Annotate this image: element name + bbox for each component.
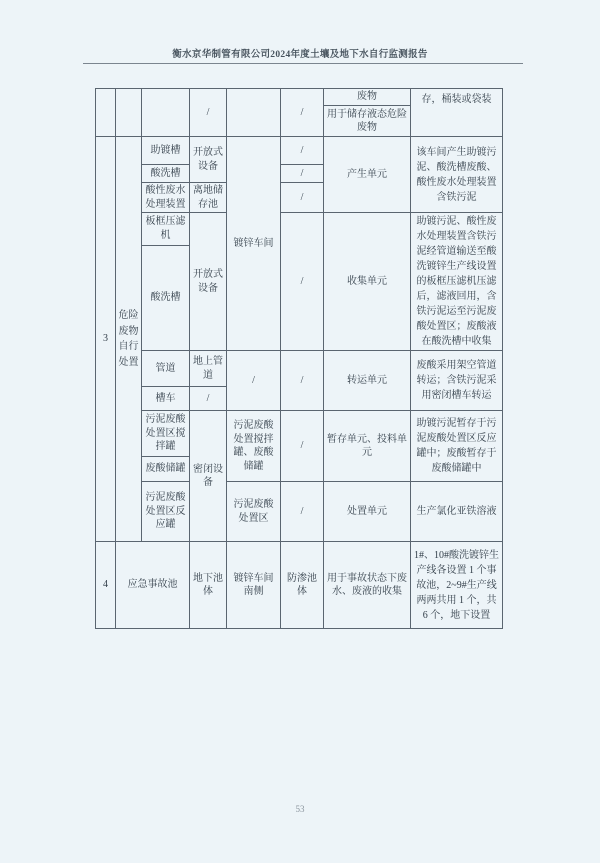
type-cell: 开放式设备 [190,137,227,183]
cont-purpose-cell: 用于储存液态危险废物 [324,106,411,137]
facility-cell: 槽车 [142,387,190,411]
seepage-cell: / [281,482,324,542]
type-cell: 地下池体 [190,542,227,629]
function-cell: 转运单元 [324,351,411,411]
table-row [96,411,503,457]
facility-cell: 废酸储罐 [142,457,190,482]
facility-cell: 酸性废水处理装置 [142,183,190,213]
function-cell: 用于事故状态下废水、废液的收集 [324,542,411,629]
section4-index-cell: 4 [96,542,116,629]
location-cell [227,482,281,542]
function-cell: 处置单元 [324,482,411,542]
table-row [96,482,503,542]
type-cell: 离地储存池 [190,183,227,213]
location-cell [227,542,281,629]
cont-index-cell [96,89,116,137]
type-cell: 地上管道 [190,351,227,387]
seepage-cell: / [281,213,324,351]
cont-category-cell [116,89,142,137]
facility-cell: 酸洗槽 [142,245,190,350]
table-row [96,137,503,165]
facility-cell: 助镀槽 [142,137,190,165]
table-row [96,89,503,106]
type-cell: / [190,387,227,411]
type-cell: 开放式设备 [190,213,227,351]
remark-cell: 废酸采用架空管道转运；含铁污泥采用密闭槽车转运 [411,351,503,411]
report-header-title: 衡水京华制管有限公司2024年度土壤及地下水自行监测报告 [172,50,428,60]
section3-index-cell: 3 [96,137,116,542]
seepage-cell: / [281,411,324,482]
seepage-cell: / [281,137,324,165]
seepage-cell: / [281,183,324,213]
type-cell: 密闭设备 [190,411,227,542]
facility-cell: 污泥废酸处置区搅拌罐 [142,411,190,457]
cont-seepage-cell: / [281,89,324,137]
remark-cell: 助镀污泥、酸性废水处理装置含铁污泥经管道输送至酸洗镀锌生产线设置的板框压滤机压滤后，滤液回用，含铁污泥运至污泥废酸处置区；废酸液在酸洗槽中收集 [411,213,503,351]
remark-cell: 助镀污泥暂存于污泥废酸处置区反应罐中；废酸暂存于废酸储罐中 [411,411,503,482]
cont-location-cell [227,89,281,137]
remark-cell: 该车间产生助镀污泥、酸洗槽废酸、酸性废水处理装置含铁污泥 [411,137,503,213]
function-cell: 产生单元 [324,137,411,213]
seepage-cell: 防渗池体 [281,542,324,629]
cont-function-label-cell: 废物 [324,89,411,106]
location-label: 镀锌车间 [233,237,274,249]
function-cell: 收集单元 [324,213,411,351]
facility-cell: 酸洗槽 [142,165,190,183]
facility-cell: 污泥废酸处置区反应罐 [142,482,190,542]
location-cell: / [227,351,281,411]
section3-category-label: 危险废物自行处置 [118,310,139,368]
remark-cell: 生产氯化亚铁溶液 [411,482,503,542]
monitoring-facilities-table [95,88,503,629]
table-row [96,213,503,246]
cont-facility-cell [142,89,190,137]
location-cell [227,411,281,482]
page-number: 53 [295,804,305,814]
section3-category-cell [116,137,142,542]
remark-cell: 1#、10#酸洗镀锌生产线各设置 1 个事故池，2~9#生产线两两共用 1 个，共 6 个，地下设置 [411,542,503,629]
facility-cell: 板框压滤机 [142,213,190,246]
facility-cell: 管道 [142,351,190,387]
table-row [96,351,503,387]
header-divider-line [83,63,523,64]
section4-name-cell: 应急事故池 [116,542,190,629]
cont-remark-cell: 存，桶装或袋装 [411,89,503,137]
cont-type-cell: / [190,89,227,137]
location-label: 污泥废酸处置区 [233,499,274,524]
location-label: 污泥废酸处置搅拌罐、废酸储罐 [233,420,274,472]
seepage-cell: / [281,165,324,183]
location-label: 镀锌车间南侧 [233,572,274,597]
location-cell [227,137,281,351]
table-row [96,542,503,629]
seepage-cell: / [281,351,324,411]
function-cell: 暂存单元、投料单元 [324,411,411,482]
